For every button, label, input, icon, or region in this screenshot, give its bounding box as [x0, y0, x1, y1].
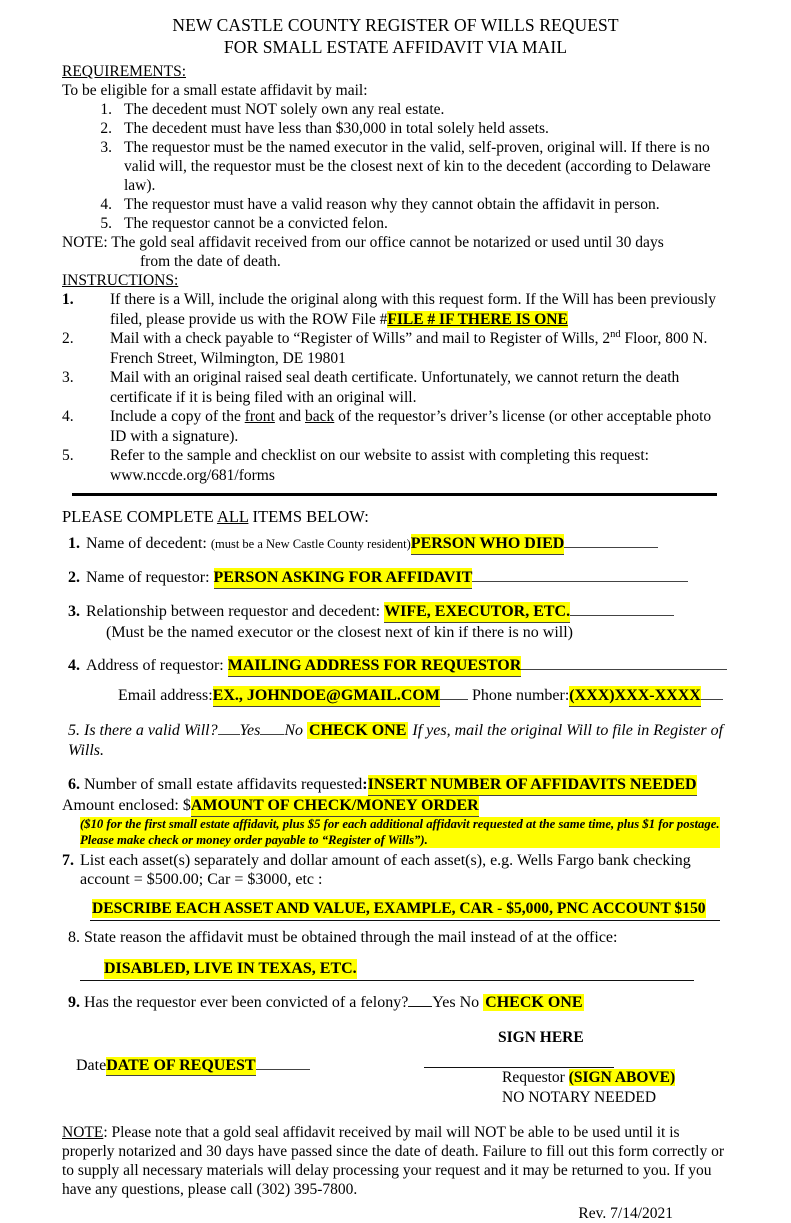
form-label: Name of decedent:	[86, 535, 207, 552]
footer-note-label: NOTE	[62, 1123, 104, 1141]
requirements-list	[62, 100, 729, 233]
yes-label: Yes	[239, 722, 261, 739]
instruction-item-5	[62, 446, 729, 485]
form-sublabel: (must be a New Castle County resident)	[210, 537, 411, 551]
address-input[interactable]: MAILING ADDRESS FOR REQUESTOR	[228, 656, 522, 677]
yes-label: Yes	[432, 993, 456, 1011]
reason-input[interactable]: DISABLED, LIVE IN TEXAS, ETC.	[104, 959, 357, 977]
date-label: Date	[76, 1056, 107, 1074]
form-item-5	[62, 721, 729, 761]
heading-all: ALL	[216, 507, 249, 526]
instruction-item-2	[62, 329, 729, 368]
form-question: Has the requestor ever been convicted of a felony?	[84, 993, 409, 1011]
requirement-number: 4.	[100, 196, 112, 213]
form-number: 7.	[62, 851, 74, 869]
instruction-text: If there is a Will, include the original along with this request form. If the Will has been previously filed, please provide us with the ROW File #	[110, 291, 716, 328]
revision-label: Rev. 7/14/2021	[578, 1204, 673, 1222]
requirement-text: The requestor must be the named executor in the valid, self-proven, original will. If there is no valid will, the requestor must be the closest next of kin to the decedent (according to Delaware law).	[124, 139, 711, 194]
instruction-item-1	[62, 290, 729, 329]
decedent-name-input[interactable]: PERSON WHO DIED	[411, 534, 565, 555]
instructions-heading: INSTRUCTIONS:	[62, 272, 179, 289]
complete-all-items-heading	[62, 507, 729, 526]
reason-line[interactable]	[80, 980, 694, 981]
asset-list-input[interactable]: DESCRIBE EACH ASSET AND VALUE, EXAMPLE, CAR - $5,000, PNC ACCOUNT $150	[92, 899, 706, 917]
form-item-1	[62, 534, 729, 555]
instruction-text-p1: Include a copy of the	[110, 408, 245, 425]
instruction-item-3	[62, 368, 729, 407]
requirement-item	[62, 119, 729, 138]
requestor-row	[502, 1069, 675, 1087]
instruction-number: 2.	[62, 330, 74, 347]
footer-note	[62, 1123, 729, 1199]
form-label: Relationship between requestor and decedent:	[86, 603, 381, 620]
form-label: Name of requestor:	[86, 569, 210, 586]
relationship-line[interactable]	[570, 615, 674, 616]
ordinal-suffix: nd	[610, 328, 621, 340]
requirement-item	[62, 138, 729, 195]
form-item-3	[62, 602, 729, 643]
felony-yes-line[interactable]	[408, 1006, 432, 1007]
form-number: 1.	[68, 535, 80, 552]
date-input[interactable]: DATE OF REQUEST	[106, 1056, 256, 1074]
instruction-text-part1: Mail with a check payable to “Register of Wills” and mail to Register of Wills, 2	[110, 330, 611, 347]
check-one-highlight: CHECK ONE	[309, 722, 407, 739]
email-line[interactable]	[440, 699, 468, 700]
form-number: 8.	[68, 928, 80, 946]
instructions-list	[62, 290, 729, 485]
heading-pre: PLEASE COMPLETE	[62, 507, 217, 526]
form-label: State reason the affidavit must be obtained through the mail instead of at the office:	[84, 928, 618, 946]
email-input[interactable]: EX., JOHNDOE@GMAIL.COM	[213, 686, 440, 707]
fee-fine-print: ($10 for the first small estate affidavit, plus $5 for each additional affidavit requested at the same time, plus $1 for postage. Please make check or money order payable to “Register of Wills”).	[80, 817, 720, 847]
signature-block	[62, 1023, 729, 1106]
requirement-text: The decedent must have less than $30,000 in total solely held assets.	[124, 120, 549, 137]
no-notary-needed-label: NO NOTARY NEEDED	[502, 1088, 657, 1106]
instruction-number: 5.	[62, 447, 74, 464]
form-number: 3.	[68, 603, 80, 620]
form-label: List each asset(s) separately and dollar amount of each asset(s), e.g. Wells Fargo bank checking account = $500.00; Car = $3000, etc :	[80, 851, 691, 888]
instruction-item-4	[62, 407, 729, 446]
email-phone-row	[86, 686, 729, 707]
phone-label: Phone number:	[471, 687, 570, 704]
email-label: Email address:	[118, 687, 213, 704]
phone-input[interactable]: (XXX)XXX-XXXX	[569, 686, 701, 707]
no-label: No	[459, 993, 480, 1011]
requirement-item	[62, 195, 729, 214]
requirement-number: 3.	[100, 139, 112, 156]
form-number: 6.	[68, 776, 80, 793]
form-question: Is there a valid Will?	[84, 722, 218, 739]
requirement-number: 5.	[100, 215, 112, 232]
instruction-underline-back: back	[305, 408, 335, 425]
sign-above-highlight: (SIGN ABOVE)	[568, 1068, 676, 1086]
instruction-url[interactable]: www.nccde.org/681/forms	[110, 466, 275, 484]
decedent-name-line[interactable]	[564, 547, 658, 548]
requestor-name-line[interactable]	[472, 581, 688, 582]
title-line-2: FOR SMALL ESTATE AFFIDAVIT VIA MAIL	[223, 37, 568, 57]
relationship-input[interactable]: WIFE, EXECUTOR, ETC.	[384, 602, 570, 623]
form-number: 5.	[68, 722, 80, 739]
amount-row	[62, 796, 729, 817]
requirement-text: The decedent must NOT solely own any real estate.	[124, 101, 445, 118]
form-item-8	[62, 928, 729, 981]
no-label: No	[284, 722, 304, 739]
form-number: 9.	[68, 993, 80, 1011]
requirements-note-line-2: from the date of death.	[140, 253, 281, 270]
instruction-number: 4.	[62, 408, 74, 425]
form-item-7	[62, 851, 729, 921]
requirement-item	[62, 100, 729, 119]
requirements-note-line-1: NOTE: The gold seal affidavit received from our office cannot be notarized or used until 30 days	[62, 234, 664, 251]
requirement-number: 2.	[100, 120, 112, 137]
signature-line[interactable]	[424, 1067, 614, 1068]
instruction-text: Mail with an original raised seal death certificate. Unfortunately, we cannot return the death certificate if it is being filed with an original will.	[110, 369, 680, 406]
affidavit-count-input[interactable]: INSERT NUMBER OF AFFIDAVITS NEEDED	[368, 775, 697, 796]
phone-line[interactable]	[701, 699, 723, 700]
form-label: Number of small estate affidavits requested	[84, 776, 363, 793]
instruction-text-p2: and	[274, 408, 305, 425]
address-line[interactable]	[521, 669, 727, 670]
page-title	[62, 14, 729, 58]
requirements-heading: REQUIREMENTS:	[62, 63, 186, 80]
requirement-text: The requestor cannot be a convicted felon.	[124, 215, 388, 232]
requirement-number: 1.	[100, 101, 112, 118]
date-row	[76, 1057, 310, 1076]
amount-input[interactable]: AMOUNT OF CHECK/MONEY ORDER	[191, 796, 479, 817]
requestor-label: Requestor	[502, 1068, 565, 1086]
sign-here-label: SIGN HERE	[498, 1028, 584, 1046]
form-item-3-note: (Must be the named executor or the closest next of kin if there is no will)	[106, 624, 573, 641]
instruction-number: 3.	[62, 369, 74, 386]
instruction-underline-front: front	[244, 408, 275, 425]
form-number: 4.	[68, 657, 80, 674]
heading-post: ITEMS BELOW:	[248, 507, 369, 526]
form-label: Address of requestor:	[86, 657, 224, 674]
yes-checkbox-line[interactable]	[218, 734, 240, 735]
asset-list-line[interactable]	[90, 920, 720, 921]
form-item-5-tail: If yes, mail the original Will to file in Register of Wills.	[68, 722, 724, 759]
requirement-item	[62, 214, 729, 233]
requirement-text: The requestor must have a valid reason why they cannot obtain the affidavit in person.	[124, 196, 660, 213]
form-number: 2.	[68, 569, 80, 586]
instruction-number: 1.	[62, 291, 74, 308]
requirements-intro: To be eligible for a small estate affidavit by mail:	[62, 82, 368, 99]
amount-label: Amount enclosed: $	[62, 797, 191, 814]
date-line[interactable]	[256, 1069, 310, 1070]
title-line-1: NEW CASTLE COUNTY REGISTER OF WILLS REQUEST	[172, 15, 619, 35]
form-item-9	[62, 993, 729, 1013]
form-colon: :	[362, 776, 368, 793]
requestor-name-input[interactable]: PERSON ASKING FOR AFFIDAVIT	[214, 568, 473, 589]
no-checkbox-line[interactable]	[260, 734, 284, 735]
footer-note-text: : Please note that a gold seal affidavit received by mail will NOT be able to be used until it is properly notarized and 30 days have passed since the date of death. Failure to fill out this form correctly or to supply all necessary materials will delay processing your request and it may be returned to you. If you have any questions, please call (302) 395-7800.	[62, 1123, 724, 1198]
form-item-6	[62, 775, 729, 850]
form-item-4	[62, 656, 729, 707]
section-divider	[72, 493, 717, 496]
check-one-highlight: CHECK ONE	[485, 993, 583, 1011]
instruction-text-p3: of the requestor’s driver’s license (or other acceptable photo ID with a signature).	[110, 408, 712, 445]
instruction-1-highlight: FILE # IF THERE IS ONE	[387, 310, 568, 328]
instruction-text-part2: Floor, 800 N. French Street, Wilmington, DE 19801	[110, 330, 708, 367]
form-item-2	[62, 568, 729, 589]
instruction-text: Refer to the sample and checklist on our website to assist with completing this request:	[110, 447, 649, 464]
